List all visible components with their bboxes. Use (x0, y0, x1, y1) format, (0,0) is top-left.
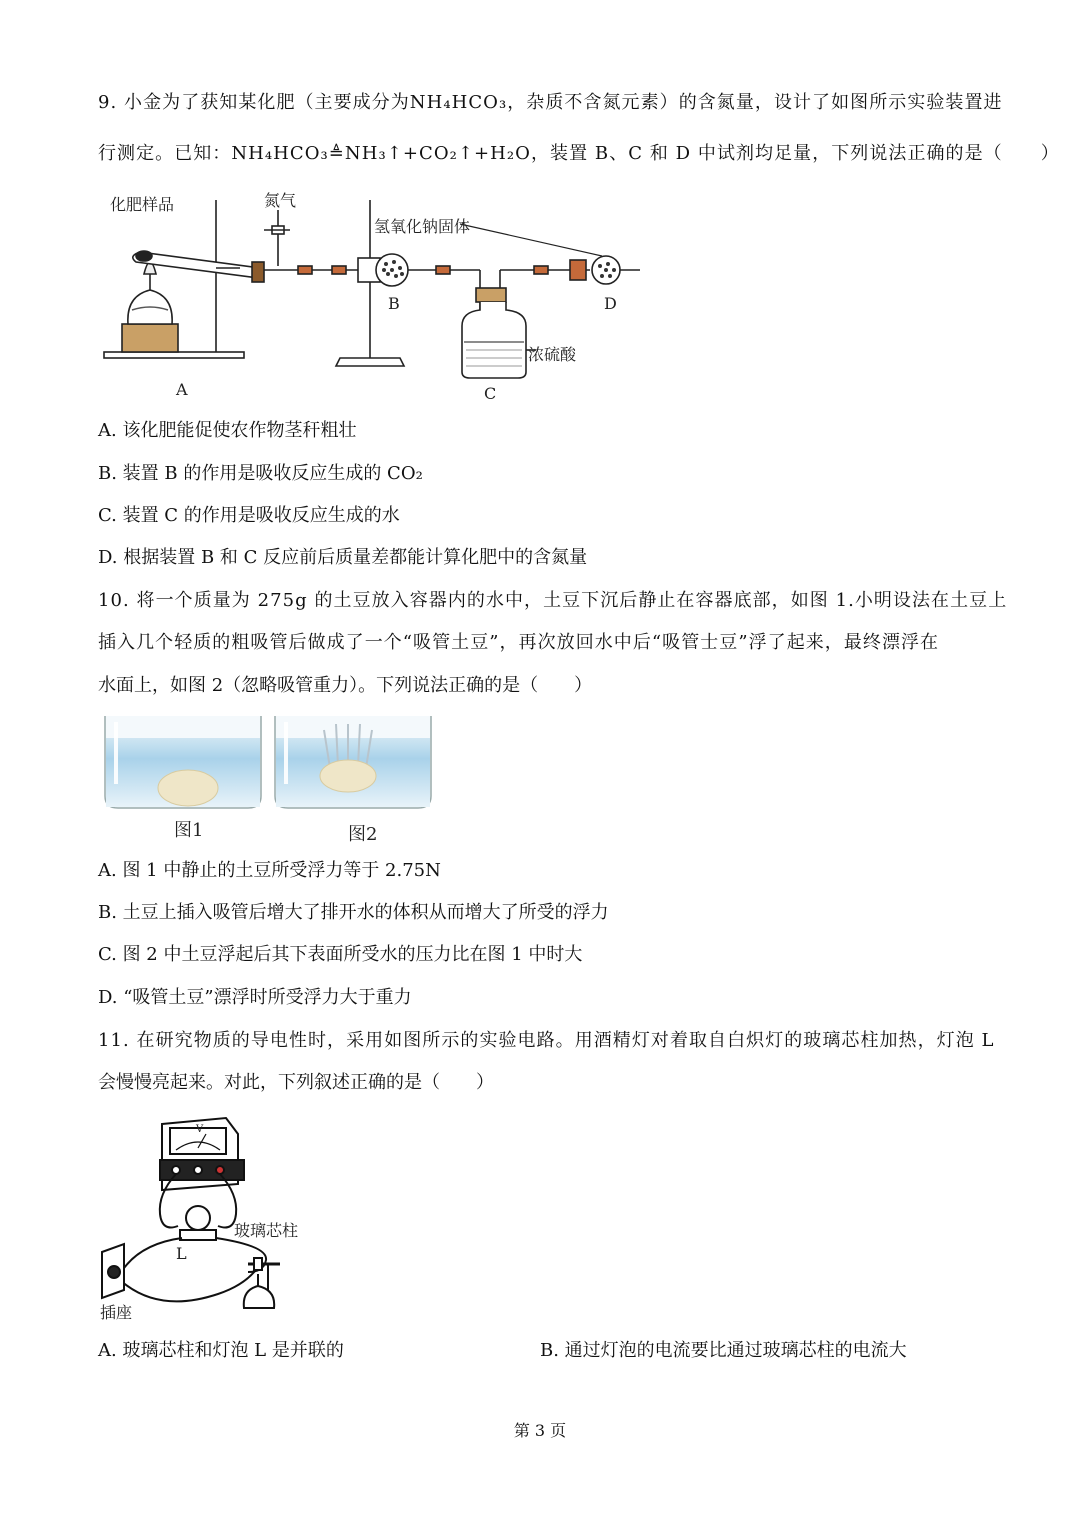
label-acid: 浓硫酸 (528, 345, 577, 364)
fig1-caption: 图1 (174, 820, 204, 841)
heating-lamp (244, 1286, 274, 1308)
q11-stem-line1: 11. 在研究物质的导电性时，采用如图所示的实验电路。用酒精灯对着取自白炽灯的玻璃芯柱加热，灯泡 L (98, 1030, 995, 1051)
fig2-caption: 图2 (348, 824, 378, 845)
label-c: C (484, 384, 497, 403)
label-nitrogen: 氮气 (264, 191, 297, 210)
label-naoh: 氢氧化钠固体 (374, 217, 471, 236)
stopper-c (476, 288, 506, 302)
q10-potato-figures (104, 716, 434, 846)
label-glass-core: 玻璃芯柱 (234, 1221, 299, 1240)
label-l: L (176, 1244, 187, 1263)
sample (136, 251, 152, 261)
q9-option-d: D. 根据装置 B 和 C 反应前后质量差都能计算化肥中的含氮量 (98, 547, 588, 568)
label-socket: 插座 (100, 1303, 133, 1322)
q9-option-b: B. 装置 B 的作用是吸收反应生成的 CO₂ (98, 463, 423, 484)
bulb-l (186, 1206, 210, 1230)
label-v: V (196, 1124, 204, 1135)
label-d: D (604, 294, 617, 313)
potato-drawing (104, 716, 434, 812)
q9-apparatus-figure (100, 186, 660, 406)
potato-1 (158, 770, 218, 806)
potato-2 (320, 760, 376, 792)
page-number: 第 3 页 (513, 1421, 567, 1440)
label-b: B (388, 294, 400, 313)
stand-a-base (104, 352, 244, 358)
q10-option-d: D. “吸管土豆”漂浮时所受浮力大于重力 (98, 987, 412, 1008)
q11-stem-line2: 会慢慢亮起来。对此，下列叙述正确的是（ ） (98, 1072, 494, 1093)
bottle-c (462, 302, 526, 378)
q9-stem-line2: 行测定。已知：NH₄HCO₃≜NH₃↑+CO₂↑+H₂O，装置 B、C 和 D 中试剂均足量，下列说法正确的是（ ） (98, 143, 1060, 164)
stopper-d (570, 260, 586, 280)
q10-stem-line3: 水面上，如图 2（忽略吸管重力）。下列说法正确的是（ ） (98, 675, 593, 696)
q9-stem-line1: 9. 小金为了获知某化肥（主要成分为NH₄HCO₃，杂质不含氮元素）的含氮量，设计了如图所示实验装置进 (98, 92, 1003, 113)
q10-option-c: C. 图 2 中土豆浮起后其下表面所受水的压力比在图 1 中时大 (98, 944, 583, 965)
q11-circuit-figure (98, 1114, 338, 1324)
label-a: A (176, 380, 188, 399)
lamp-block (122, 324, 178, 352)
label-sample: 化肥样品 (110, 195, 175, 214)
stopper-a (252, 262, 264, 282)
q10-stem-line1: 10. 将一个质量为 275g 的土豆放入容器内的水中，土豆下沉后静止在容器底部，如图 1.小明设法在土豆上 (98, 590, 1008, 611)
q10-option-b: B. 土豆上插入吸管后增大了排开水的体积从而增大了所受的浮力 (98, 902, 609, 923)
q10-stem-line2: 插入几个轻质的粗吸管后做成了一个“吸管土豆”，再次放回水中后“吸管士豆”浮了起来，最终漂浮在 (98, 632, 940, 653)
q9-option-c: C. 装置 C 的作用是吸收反应生成的水 (98, 505, 400, 526)
q11-option-b: B. 通过灯泡的电流要比通过玻璃芯柱的电流大 (540, 1340, 907, 1361)
q10-option-a: A. 图 1 中静止的土豆所受浮力等于 2.75N (98, 860, 441, 881)
q9-option-a: A. 该化肥能促使农作物茎秆粗壮 (98, 420, 357, 441)
q11-option-a: A. 玻璃芯柱和灯泡 L 是并联的 (98, 1340, 344, 1361)
circuit-drawing (98, 1114, 338, 1324)
